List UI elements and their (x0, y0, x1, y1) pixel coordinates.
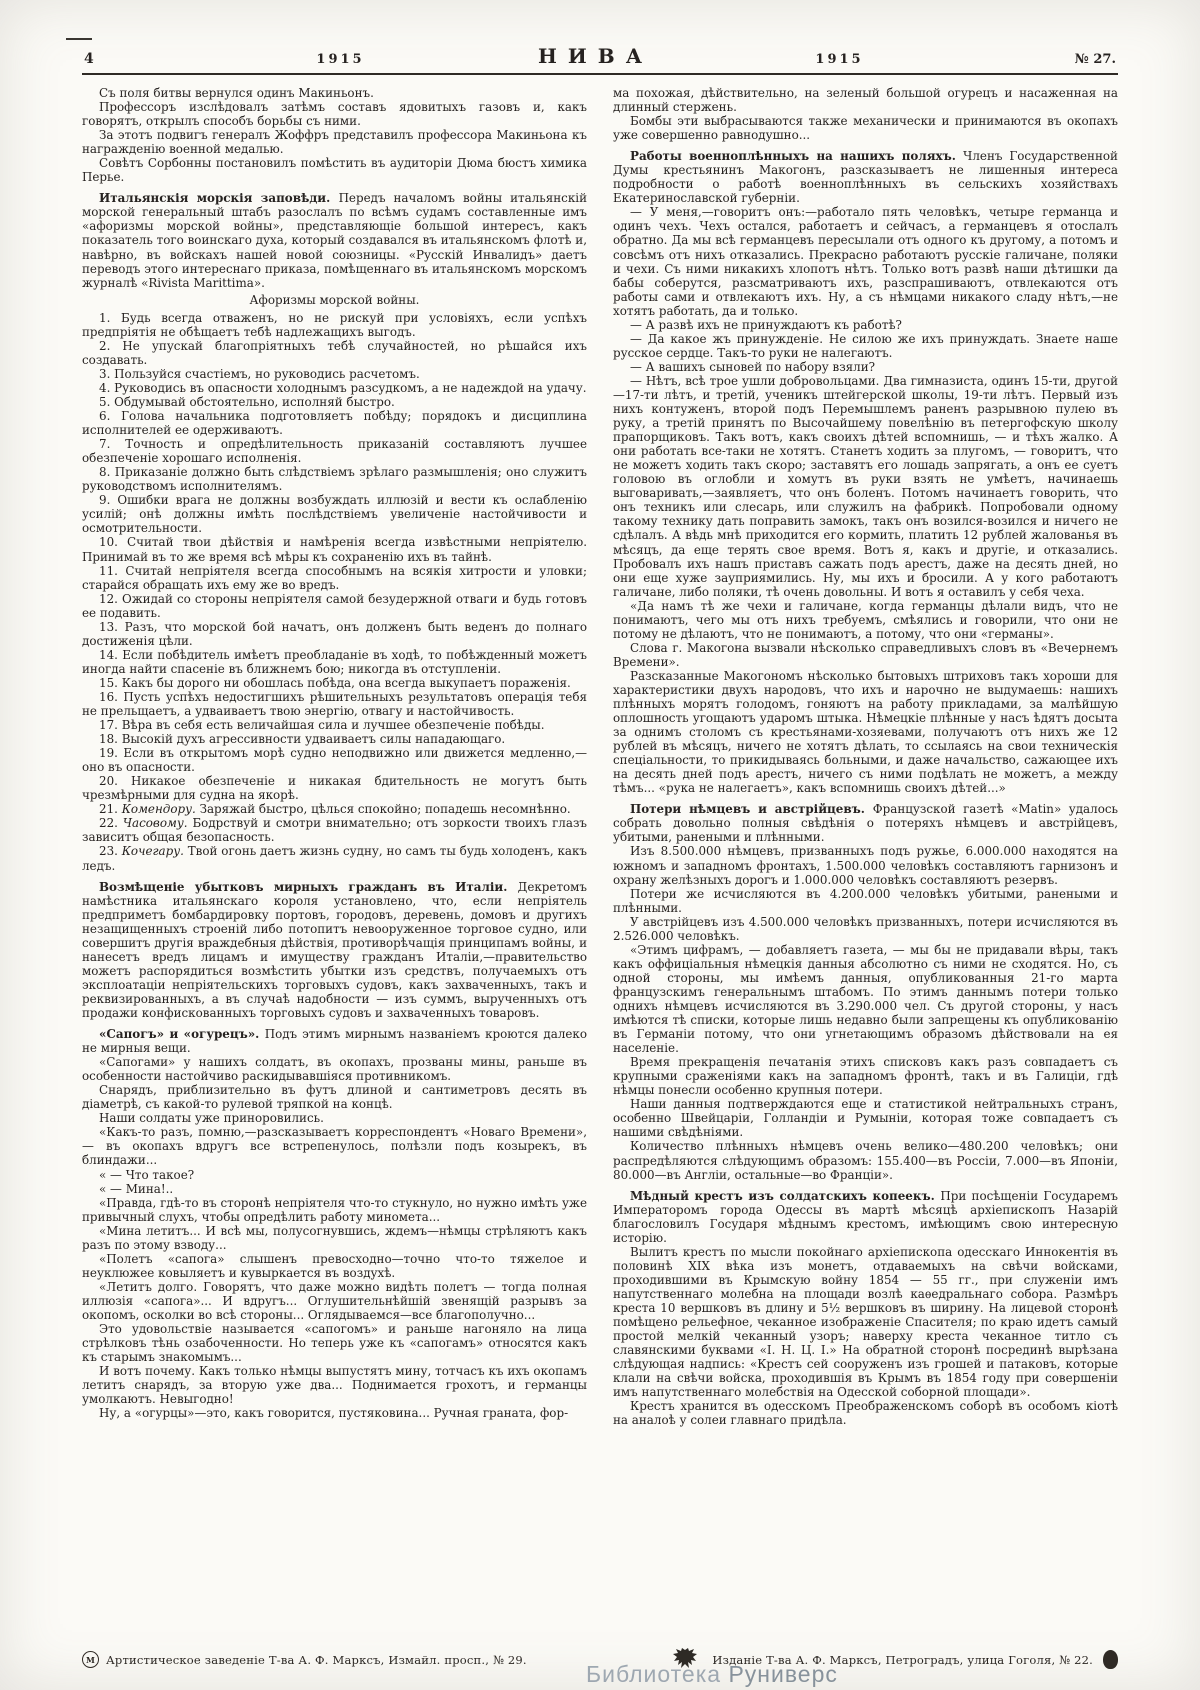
paragraph: 1. Будь всегда отваженъ, но не рискуй при условіяхъ, если успѣхъ предпріятія не обѣщаетъ тебѣ надлежащихъ выгодъ. (82, 310, 587, 339)
paragraph: «Правда, гдѣ-то въ сторонѣ непріятеля что-то стукнуло, но нужно имѣть уже привычный слухъ, чтобы опредѣлить работу миномета... (82, 1195, 587, 1224)
paragraph: «Этимъ цифрамъ, — добавляетъ газета, — мы бы не придавали вѣры, такъ какъ оффиціальныя нѣмецкія данныя абсолютно съ ними не сходятся. Но, съ одной стороны, мы имѣемъ данныя, опубликованныя 21-го марта французскимъ генеральнымъ штабомъ. По этимъ даннымъ потери только однихъ нѣмцевъ исчисляются въ 3.290.000 чел. Съ другой стороны, у насъ имѣются тѣ списки, которые лишь недавно были запрещены къ опубликованію въ Германіи потому, что они угнетающимъ образомъ дѣйствовали на ея населеніе. (613, 942, 1118, 1056)
paragraph: « — Мина!.. (99, 1181, 174, 1196)
year-right: 1915 (815, 52, 864, 67)
italic-lead: Кочегару. (121, 844, 188, 859)
page-content (82, 44, 1118, 1427)
paragraph: Наши данныя подтверждаются еще и статистикой нейтральныхъ странъ, особенно Швейцаріи, Голландіи и Румыніи, которая тоже совпадаетъ съ нашими свѣдѣніями. (613, 1097, 1118, 1140)
paragraph: Наши солдаты уже приноровились. (99, 1111, 324, 1126)
italic-lead: Часовому. (122, 816, 193, 831)
paragraph: Разсказанные Макогономъ нѣсколько бытовыхъ штриховъ такъ хороши для характеристики двухъ народовъ, что ихъ и нарочно не выдумаешь: нашихъ плѣнныхъ морятъ голодомъ, гоняютъ на работу прикладами, за малѣйшую оплошность угощаютъ ударомъ штыка. Нѣмецкіе плѣнные у насъ ѣдятъ досыта за однимъ столомъ съ крестьянами-хозяевами, получаютъ отъ нихъ же 12 рублей въ мѣсяцъ, ничего не хотятъ дѣлать, то ссылаясь на свои техническія спеціальности, то прикидываясь больными, и даже начальство, сажающее ихъ на десять дней подъ арестъ, ничего съ ними подѣлать не можетъ, а между тѣмъ... «рука не налегаетъ», какъ вспомнишь своихъ дѣтей...» (613, 668, 1118, 796)
paragraph: Ну, а «огурцы»—это, какъ говорится, пустяковина... Ручная граната, фор- (99, 1406, 569, 1421)
footer-left-text: Артистическое заведеніе Т-ва А. Ф. Марксъ, Измайл. просп., № 29. (106, 1652, 527, 1667)
paragraph: 12. Ожидай со стороны непріятеля самой безудержной отваги и будь готовъ ее подавить. (82, 591, 587, 620)
paragraph: 14. Если побѣдитель имѣетъ преобладаніе въ ходѣ, то побѣжденный можетъ иногда найти спасеніе въ ближнемъ бою; никогда въ отступленіи. (82, 647, 587, 676)
year-left: 1915 (316, 52, 365, 67)
paragraph: 21. Комендору. Заряжай быстро, цѣлься спокойно; попадешь несомнѣнно. (99, 802, 571, 817)
issue-number: № 27. (1074, 52, 1116, 67)
paragraph: За этотъ подвигъ генералъ Жоффръ представилъ профессора Макиньона къ награжденію военной медалью. (82, 128, 587, 157)
paragraph: — Да какое жъ принужденіе. Не силою же ихъ принуждать. Знаете наше русское сердце. Такъ-то руки не налегаютъ. (613, 331, 1118, 360)
article-heading-paragraph: «Сапогъ» и «огурецъ». Подъ этимъ мирнымъ названіемъ кроются далеко не мирныя вещи. (82, 1027, 587, 1056)
paragraph: — А развѣ ихъ не принуждаютъ къ работѣ? (630, 317, 902, 332)
paragraph: — У меня,—говоритъ онъ:—работало пять человѣкъ, четыре германца и одинъ чехъ. Чехъ остался, работаетъ и сейчасъ, а германцевъ я отослалъ обратно. Да мы всѣ германцевъ пересылали отъ одного къ другому, а потомъ и совсѣмъ отъ нихъ отказались. Прекрасно работаютъ русскіе галичане, поляки и чехи. Съ ними никакихъ хлопотъ нѣтъ. Только вотъ развѣ наши дѣтишки да бабы соберутся, разсматриваютъ ихъ, разспрашиваютъ, отвлекаются отъ работы сами и отвлекаютъ ихъ. Ну, а съ нѣмцами никакого сладу нѣтъ,—не хотятъ работать, да и только. (613, 205, 1118, 318)
article-title: Итальянскія морскія заповѣди. (99, 191, 339, 206)
paragraph: 10. Считай твои дѣйствія и намѣренія всегда извѣстными непріятелю. Принимай въ то же время всѣ мѣры къ сохраненію ихъ въ тайнѣ. (82, 535, 587, 564)
article-title: Потери нѣмцевъ и австрійцевъ. (630, 802, 873, 817)
paragraph: 19. Если въ открытомъ морѣ судно неподвижно или движется медленно,— оно въ опасности. (82, 746, 587, 775)
paragraph: « — Что такое? (99, 1167, 195, 1182)
paragraph: У австрійцевъ изъ 4.500.000 человѣкъ призванныхъ, потери исчисляются въ 2.526.000 человѣкъ. (613, 914, 1118, 943)
article-heading-paragraph: Потери нѣмцевъ и австрійцевъ. Французской газетѣ «Matin» удалось собрать довольно полныя свѣдѣнія о потеряхъ нѣмцевъ и австрійцевъ, убитыми, ранеными и плѣнными. (613, 802, 1118, 845)
publisher-crest-icon (1103, 1650, 1118, 1669)
article-title: Мѣдный крестъ изъ солдатскихъ копеекъ. (630, 1188, 941, 1203)
paragraph: Вылитъ крестъ по мысли покойнаго архіепископа одесскаго Иннокентія въ половинѣ XIX вѣка изъ монетъ, отдаваемыхъ на свѣчи войсками, проходившими въ Крымскую войну 1854 — 55 гг., при служеніи имъ напутственнаго молебна на площади возлѣ каѳедральнаго собора. Размѣръ креста 10 вершковъ въ длину и 5½ вершковъ въ ширину. На лицевой сторонѣ помѣщено рельефное, чеканное изображеніе Спасителя; по краю идетъ самый простой мелкій чеканный узоръ; наверху креста чеканное титло съ славянскими буквами «І. Н. Ц. І.» На обратной сторонѣ посрединѣ вырѣзана слѣдующая надпись: «Крестъ сей сооруженъ изъ грошей и патаковъ, которые клали на свѣчи войска, проходившія въ Крымъ въ 1854 году при совершеніи имъ напутственнаго молебствія на Одесской соборной площади». (613, 1244, 1118, 1400)
paragraph: 3. Пользуйся счастіемъ, но руководись расчетомъ. (99, 366, 420, 381)
paragraph: Количество плѣнныхъ нѣмцевъ очень велико—480.200 человѣкъ; они распредѣляются слѣдующимъ образомъ: 155.400—въ Россіи, 7.000—въ Японіи, 80.000—въ Англіи, остальные—во Франціи». (613, 1139, 1118, 1182)
paragraph: — А вашихъ сыновей по набору взяли? (630, 359, 876, 374)
left-column (82, 86, 587, 1427)
paragraph: Время прекращенія печатанія этихъ списковъ какъ разъ совпадаетъ съ крупными сраженіями какъ на западномъ фронтѣ, такъ и въ Галиціи, гдѣ нѣмцы понесли особенно крупныя потери. (613, 1055, 1118, 1098)
watermark-word-1: Библиотека (586, 1661, 722, 1687)
magazine-title: НИВА (538, 44, 653, 68)
paragraph: «Полетъ «сапога» слышенъ превосходно—точно что-то тяжелое и неуклюжее ковыляетъ и кувыркается въ воздухѣ. (82, 1251, 587, 1280)
printers-mark (66, 38, 92, 40)
paragraph: Профессоръ изслѣдовалъ затѣмъ составъ ядовитыхъ газовъ и, какъ говорятъ, открылъ способъ борьбы съ ними. (82, 100, 587, 129)
paragraph: 11. Считай непріятеля всегда способнымъ на всякія хитрости и уловки; старайся обращать ихъ ему же во вредъ. (82, 563, 587, 592)
paragraph: 13. Разъ, что морской бой начатъ, онъ долженъ быть веденъ до полнаго достиженія цѣли. (82, 619, 587, 648)
paragraph: «Летитъ долго. Говорятъ, что даже можно видѣть полетъ — тогда полная иллюзія «сапога»... И вдругъ... Оглушительнѣйшій звенящій разрывъ за окопомъ, осколки во всѣ стороны... Оглядываемся—все благополучно... (82, 1279, 587, 1322)
page-header (82, 44, 1118, 75)
paragraph: 18. Высокій духъ агрессивности удваиваетъ силы нападающаго. (99, 732, 506, 747)
paragraph: 8. Приказаніе должно быть слѣдствіемъ зрѣлаго размышленія; оно служитъ руководствомъ исполнителямъ. (82, 465, 587, 494)
paragraph: 4. Руководись въ опасности холоднымъ разсудкомъ, а не надеждой на удачу. (99, 380, 587, 395)
paragraph: Изъ 8.500.000 нѣмцевъ, призванныхъ подъ ружье, 6.000.000 находятся на южномъ и западномъ фронтахъ, 1.500.000 человѣкъ составляютъ гарнизонъ и охрану желѣзныхъ дорогъ и 1.000.000 человѣкъ составляютъ резервъ. (613, 844, 1118, 887)
paragraph: Снарядъ, приблизительно въ футъ длиной и сантиметровъ десять въ діаметрѣ, съ какой-то рулевой тряпкой на концѣ. (82, 1083, 587, 1112)
article-heading-paragraph: Итальянскія морскія заповѣди. Передъ началомъ войны итальянскій морской генеральный штабъ разослалъ по всѣмъ судамъ составленные имъ «афоризмы морской войны», представляющіе большой интересъ, какъ показатель того воинскаго духа, который создавался въ итальянскомъ флотѣ и, навѣрно, въ войскахъ нашей новой союзницы. «Русскій Инвалидъ» даетъ переводъ этого интереснаго приказа, помѣщеннаго въ итальянскомъ морскомъ журналѣ «Rivista Marittima». (82, 191, 587, 290)
paragraph: 5. Обдумывай обстоятельно, исполняй быстро. (99, 394, 395, 409)
paragraph: 2. Не упускай благопріятныхъ тебѣ случайностей, но рѣшайся ихъ создавать. (82, 338, 587, 367)
right-column (613, 86, 1118, 1427)
paragraph: 17. Вѣра въ себя есть величайшая сила и лучшее обезпеченіе побѣды. (99, 718, 545, 733)
paragraph: Совѣтъ Сорбонны постановилъ помѣстить въ аудиторіи Дюма бюстъ химика Перье. (82, 156, 587, 185)
paragraph: 6. Голова начальника подготовляетъ побѣду; порядокъ и дисциплина исполнителей ее одерживаютъ. (82, 409, 587, 438)
section-title: Афоризмы морской войны. (249, 292, 420, 307)
italic-lead: Комендору. (121, 802, 200, 817)
text-columns (82, 86, 1118, 1427)
paragraph: «Какъ-то разъ, помню,—разсказываетъ корреспондентъ «Новаго Времени»,— въ окопахъ вдругъ все встрепенулось, полѣзли подъ козырекъ, въ блиндажи... (82, 1125, 587, 1168)
footer-right-text: Изданіе Т-ва А. Ф. Марксъ, Петроградъ, улица Гоголя, № 22. (712, 1652, 1093, 1667)
paragraph: 23. Кочегару. Твой огонь даетъ жизнь судну, но самъ ты будь холоденъ, какъ ледъ. (82, 844, 587, 873)
article-title: Работы военноплѣнныхъ на нашихъ поляхъ. (630, 149, 964, 164)
paragraph: ма похожая, дѣйствительно, на зеленый большой огурецъ и насаженная на длинный стержень. (613, 86, 1118, 115)
paragraph: Съ поля битвы вернулся одинъ Макиньонъ. (99, 86, 374, 100)
watermark-word-2: Руниверс (728, 1661, 838, 1687)
paragraph: «Да намъ тѣ же чехи и галичане, когда германцы дѣлали видъ, что не понимаютъ, чего мы отъ нихъ требуемъ, смѣялись и говорили, что они не потому не дѣлаютъ, что не понимаютъ, а потому, что они «германы». (613, 598, 1118, 641)
article-title: Возмѣщеніе убытковъ мирныхъ гражданъ въ Италіи. (99, 879, 518, 894)
paragraph: Бомбы эти выбрасываются также механически и принимаются въ окопахъ уже совершенно равнодушно... (613, 114, 1118, 143)
paragraph: — Нѣтъ, всѣ трое ушли добровольцами. Два гимназиста, одинъ 15-ти, другой—17-ти лѣтъ, и третій, ученикъ штейгерской школы, 19-ти лѣтъ. Первый изъ нихъ контуженъ, второй подъ Перемышлемъ раненъ разрывною пулею въ руку, а третій принятъ по Высочайшему повелѣнію въ петергофскую школу прапорщиковъ. Такъ вотъ, какъ своихъ дѣтей вспомнишь, — и тѣхъ жалко. А они работать все-таки не хотятъ. Станетъ ходить за плугомъ, — говоритъ, что не можетъ ходить такъ скоро; заставятъ его лошадь запрягать, а онъ ее суетъ головою въ оглобли и хомутъ въ руки взять не умѣетъ, начинаешь выговаривать,—заявляетъ, что онъ боленъ. Потомъ начинаетъ говорить, что онъ техникъ или слесарь, или служилъ на фабрикѣ. Попробовали одному такому технику дать поправить замокъ, такъ онъ возился-возился и ничего не сдѣлалъ. А вѣдь мнѣ приходится его кормить, платить 12 рублей жалованья въ мѣсяцъ, да еще терять свое время. Вотъ я, какъ и другіе, и отказались. Пробовалъ ихъ нашъ приставъ сажать подъ арестъ, даже на десять дней, но они еще хуже зауприямились. Ну, мы ихъ и бросили. А у кого работаютъ галичане, либо поляки, тѣ очень довольны. И вотъ я оставилъ у себя чеха. (613, 373, 1118, 599)
publisher-seal-icon: М (82, 1651, 99, 1668)
article-heading-paragraph: Мѣдный крестъ изъ солдатскихъ копеекъ. При посѣщеніи Государемъ Императоромъ города Одессы въ мартѣ мѣсяцѣ архіепископъ Назарій благословилъ Государя мѣднымъ крестомъ, имѣющимъ свою интересную исторію. (613, 1188, 1118, 1245)
paragraph: 22. Часовому. Бодрствуй и смотри внимательно; отъ зоркости твоихъ глазъ зависитъ общая безопасность. (82, 816, 587, 845)
article-heading-paragraph: Возмѣщеніе убытковъ мирныхъ гражданъ въ Италіи. Декретомъ намѣстника итальянскаго короля установлено, что, если непріятель предприметъ бомбардировку портовъ, городовъ, деревень, домовъ и другихъ незащищенныхъ строеній либо потопитъ невооруженное торговое судно, или совершитъ другія враждебныя дѣйствія, противорѣчащія принципамъ войны, и нанесетъ вредъ лицамъ и имуществу гражданъ Италіи,—правительство можетъ распорядиться возмѣстить убытки изъ средствъ, получаемыхъ отъ эксплоатаціи непріятельскихъ торговыхъ судовъ, какъ захваченныхъ, такъ и реквизированныхъ, а въ случаѣ надобности — изъ суммъ, вырученныхъ отъ продажи конфискованныхъ торговыхъ судовъ и захваченныхъ товаровъ. (82, 879, 587, 1020)
paragraph: Крестъ хранится въ одесскомъ Преображенскомъ соборѣ въ особомъ кіотѣ на аналоѣ у солеи главнаго придѣла. (613, 1399, 1118, 1428)
paragraph: И вотъ почему. Какъ только нѣмцы выпустятъ мину, тотчасъ къ ихъ окопамъ летитъ снарядъ, за вторую уже два... Поднимается грохотъ, и германцы умолкаютъ. Невыгодно! (82, 1364, 587, 1407)
paragraph: 20. Никакое обезпеченіе и никакая бдительность не могутъ быть чрезмѣрными для судна на якорѣ. (82, 774, 587, 803)
page-number: 4 (84, 51, 94, 67)
paragraph: 16. Пусть успѣхъ недостигшихъ рѣшительныхъ результатовъ операція тебя не прельщаетъ, а удваиваетъ твою энергію, отвагу и настойчивость. (82, 689, 587, 719)
paragraph: Это удовольствіе называется «сапогомъ» и раньше нагоняло на лица стрѣлковъ тѣнь озабоченности. Но теперь уже къ «сапогамъ» относятся какъ къ старымъ знакомымъ... (82, 1322, 587, 1365)
paragraph: Слова г. Макогона вызвали нѣсколько справедливыхъ словъ въ «Вечернемъ Времени». (613, 640, 1118, 669)
library-watermark (586, 1661, 838, 1688)
paragraph: 9. Ошибки врага не должны возбуждать иллюзій и вести къ ослабленію усилій; онѣ должны имѣть послѣдствіемъ увеличеніе настойчивости и осмотрительности. (82, 493, 587, 536)
article-heading-paragraph: Работы военноплѣнныхъ на нашихъ поляхъ. Членъ Государственной Думы крестьянинъ Макогонъ, разсказываетъ не лишенныя интереса подробности о работѣ военноплѣнныхъ въ сельскихъ хозяйствахъ Екатеринославской губерніи. (613, 149, 1118, 206)
paragraph: 15. Какъ бы дорого ни обошлась побѣда, она всегда выкупаетъ пораженія. (99, 675, 571, 690)
paragraph: «Мина летитъ... И всѣ мы, полусогнувшись, ждемъ—нѣмцы стрѣляютъ какъ разъ по этому взводу... (82, 1223, 587, 1252)
article-title: «Сапогъ» и «огурецъ». (99, 1027, 265, 1042)
paragraph: «Сапогами» у нашихъ солдатъ, въ окопахъ, прозваны мины, раньше въ особенности настойчиво раскидывавшіяся противникомъ. (82, 1055, 587, 1084)
paragraph: 7. Точность и опредѣлительность приказаній составляютъ лучшее обезпеченіе хорошаго исполненія. (82, 437, 587, 466)
paragraph: Потери же исчисляются въ 4.200.000 человѣкъ убитыми, ранеными и плѣнными. (613, 886, 1118, 915)
